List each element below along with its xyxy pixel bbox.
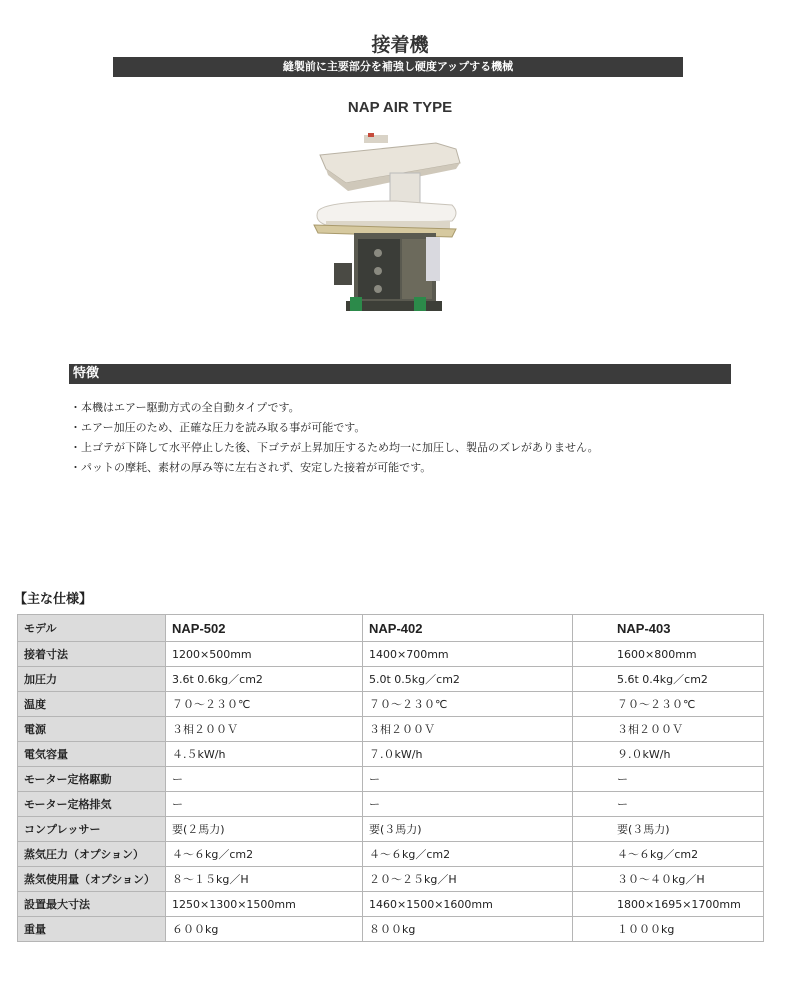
spec-value: ８～１５kg／H — [166, 867, 363, 892]
spec-row — [18, 767, 764, 792]
spec-row — [18, 792, 764, 817]
spec-row — [18, 667, 764, 692]
spec-value: ー — [573, 767, 764, 792]
spec-value: 要(３馬力) — [363, 817, 573, 842]
spec-label: モーター定格駆動 — [18, 767, 166, 792]
spec-label: モーター定格排気 — [18, 792, 166, 817]
spec-value: ３０～４０kg／H — [573, 867, 764, 892]
spec-value: ー — [573, 792, 764, 817]
spec-row — [18, 867, 764, 892]
spec-value: ７０～２３０℃ — [573, 692, 764, 717]
spec-label: コンプレッサー — [18, 817, 166, 842]
spec-label: 蒸気圧力（オプション） — [18, 842, 166, 867]
spec-row — [18, 842, 764, 867]
feature-item: ・上ゴテが下降して水平停止した後、下ゴテが上昇加圧するため均一に加圧し、製品のズレがありません。 — [70, 441, 599, 454]
spec-value: 1600×800mm — [573, 642, 764, 667]
spec-value: ー — [166, 767, 363, 792]
spec-label: 温度 — [18, 692, 166, 717]
spec-row — [18, 917, 764, 942]
spec-value: ー — [363, 767, 573, 792]
spec-value: ４.５kW/h — [166, 742, 363, 767]
spec-value: 1460×1500×1600mm — [363, 892, 573, 917]
feature-list — [70, 398, 599, 478]
spec-row — [18, 817, 764, 842]
spec-value: 1250×1300×1500mm — [166, 892, 363, 917]
spec-value: １０００kg — [573, 917, 764, 942]
spec-value: ３相２００Ｖ — [363, 717, 573, 742]
spec-value: ７０～２３０℃ — [363, 692, 573, 717]
spec-row — [18, 742, 764, 767]
spec-row — [18, 717, 764, 742]
spec-value: ６００kg — [166, 917, 363, 942]
model-name: NAP-403 — [573, 615, 764, 642]
spec-value: 要(２馬力) — [166, 817, 363, 842]
spec-label: 電気容量 — [18, 742, 166, 767]
spec-value: ー — [363, 792, 573, 817]
spec-table — [17, 614, 764, 942]
spec-value: 1200×500mm — [166, 642, 363, 667]
feature-item: ・本機はエアー駆動方式の全自動タイプです。 — [70, 401, 300, 414]
spec-value: ４～６kg／cm2 — [573, 842, 764, 867]
subtitle-bar: 縫製前に主要部分を補強し硬度アップする機械 — [113, 57, 683, 77]
spec-row — [18, 692, 764, 717]
spec-header-row — [18, 615, 764, 642]
spec-value: ４～６kg／cm2 — [363, 842, 573, 867]
spec-value: 1400×700mm — [363, 642, 573, 667]
spec-value: 5.0t 0.5kg／cm2 — [363, 667, 573, 692]
feature-item: ・パットの摩耗、素材の厚み等に左右されず、安定した接着が可能です。 — [70, 461, 432, 474]
spec-label: 重量 — [18, 917, 166, 942]
spec-value: ４～６kg／cm2 — [166, 842, 363, 867]
spec-value: ９.０kW/h — [573, 742, 764, 767]
spec-row — [18, 892, 764, 917]
spec-header-label: モデル — [18, 615, 166, 642]
spec-value: ７０～２３０℃ — [166, 692, 363, 717]
spec-value: 要(３馬力) — [573, 817, 764, 842]
spec-row — [18, 642, 764, 667]
spec-label: 設置最大寸法 — [18, 892, 166, 917]
spec-value: ７.０kW/h — [363, 742, 573, 767]
spec-value: ー — [166, 792, 363, 817]
spec-value: 3.6t 0.6kg／cm2 — [166, 667, 363, 692]
page-title: 接着機 — [371, 34, 429, 56]
model-type-heading: NAP AIR TYPE — [347, 99, 453, 116]
model-name: NAP-402 — [363, 615, 573, 642]
features-heading: 特徴 — [69, 364, 731, 384]
spec-value: ８００kg — [363, 917, 573, 942]
machine-image — [306, 133, 478, 317]
spec-value: ３相２００Ｖ — [573, 717, 764, 742]
spec-value: ３相２００Ｖ — [166, 717, 363, 742]
model-name: NAP-502 — [166, 615, 363, 642]
spec-label: 蒸気使用量（オプション） — [18, 867, 166, 892]
feature-item: ・エアー加圧のため、正確な圧力を読み取る事が可能です。 — [70, 421, 366, 434]
spec-label: 接着寸法 — [18, 642, 166, 667]
spec-heading: 【主な仕様】 — [14, 592, 93, 607]
spec-label: 電源 — [18, 717, 166, 742]
spec-label: 加圧力 — [18, 667, 166, 692]
spec-value: 5.6t 0.4kg／cm2 — [573, 667, 764, 692]
spec-value: 1800×1695×1700mm — [573, 892, 764, 917]
spec-value: ２０～２５kg／H — [363, 867, 573, 892]
